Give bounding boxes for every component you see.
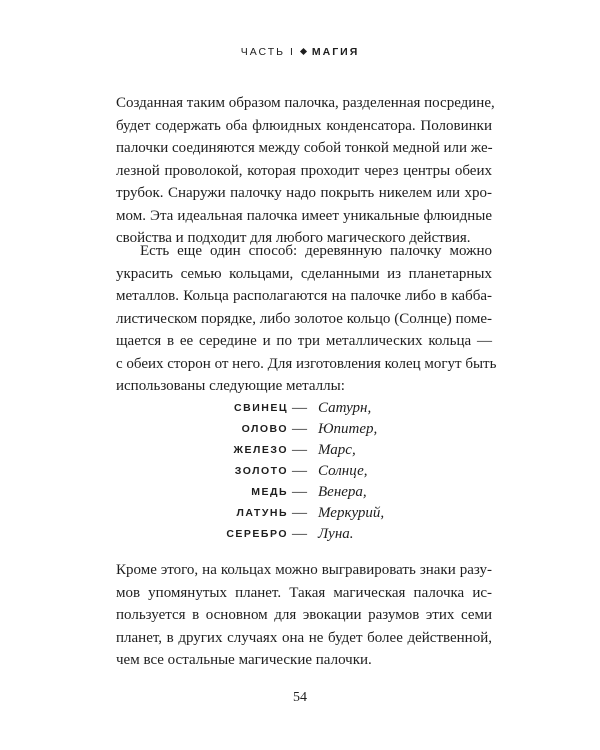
running-head-part: ЧАСТЬ I [240, 46, 295, 58]
paragraph-line: пользуется в основном для эвокации разумов этих семи [116, 607, 492, 623]
paragraph-1 [116, 92, 495, 250]
metal-planet: Венера, [318, 484, 367, 500]
metal-row [196, 482, 436, 503]
metal-row [196, 503, 436, 524]
metal-dash: — [292, 484, 307, 500]
paragraph-line: мов упомянутых планет. Такая магическая палочка ис- [116, 584, 492, 601]
paragraph-line: мом. Эта идеальная палочка имеет уникальные флюидные [116, 207, 492, 224]
metal-name: ЛАТУНЬ [236, 507, 288, 519]
paragraph-line: с обеих сторон от него. Для изготовления колец могут быть [116, 355, 497, 372]
paragraph-line: использованы следующие металлы: [116, 378, 345, 394]
metal-dash: — [292, 526, 307, 542]
metal-dash: — [292, 421, 307, 437]
paragraph-line: трубок. Снаружи палочку надо покрыть никелем или хро- [116, 185, 492, 201]
metal-name: ЗОЛОТО [234, 465, 288, 477]
metal-planet: Сатурн, [318, 400, 372, 416]
metal-name: СВИНЕЦ [234, 402, 288, 414]
running-head-title: МАГИЯ [311, 46, 360, 58]
metal-row [196, 524, 436, 545]
paragraph-2 [116, 240, 497, 398]
metal-name: МЕДЬ [251, 486, 288, 498]
paragraph-line: чем все остальные магические палочки. [116, 652, 372, 668]
paragraph-line: Созданная таким образом палочка, разделенная посредине, [116, 95, 495, 111]
metal-name: ОЛОВО [241, 423, 288, 435]
page-number: 54 [293, 690, 307, 705]
metals-table [196, 398, 436, 545]
metal-planet: Солнце, [318, 463, 368, 479]
metal-planet: Луна. [318, 526, 354, 542]
paragraph-3 [116, 559, 492, 672]
metal-name: СЕРЕБРО [226, 528, 288, 540]
paragraph-line: будет содержать оба флюидных конденсатора. Половинки [116, 117, 492, 134]
metal-dash: — [292, 463, 307, 479]
paragraph-line: свойства и подходит для любого магического действия. [116, 230, 471, 246]
paragraph-line: Есть еще один способ: деревянную палочку можно [140, 243, 492, 259]
paragraph-line: планет, в других случаях она не будет более действенной, [116, 629, 492, 646]
metal-dash: — [292, 400, 307, 416]
metal-planet: Марс, [318, 442, 356, 458]
paragraph-line: Кроме этого, на кольцах можно выгравировать знаки разу- [116, 562, 492, 578]
diamond-separator-icon [300, 48, 307, 55]
paragraph-line: металлов. Кольца располагаются на палочке либо в кабба- [116, 288, 492, 304]
paragraph-line: щается в ее середине и по три металлических кольца — [116, 333, 492, 349]
metal-row [196, 398, 436, 419]
metal-row [196, 440, 436, 461]
metal-planet: Меркурий, [318, 505, 385, 521]
paragraph-line: палочки соединяются между собой тонкой медной или же- [116, 140, 493, 156]
paragraph-line: украсить семью кольцами, сделанными из планетарных [116, 265, 492, 282]
metal-name: ЖЕЛЕЗО [233, 444, 288, 456]
paragraph-line: листическом порядке, либо золотое кольцо (Солнце) поме- [116, 310, 492, 327]
paragraph-line: лезной проволокой, которая проходит через центры обеих [116, 162, 492, 179]
metal-dash: — [292, 442, 307, 458]
metal-planet: Юпитер, [318, 421, 378, 437]
metal-row [196, 461, 436, 482]
metal-row [196, 419, 436, 440]
running-head [0, 46, 600, 58]
metal-dash: — [292, 505, 307, 521]
